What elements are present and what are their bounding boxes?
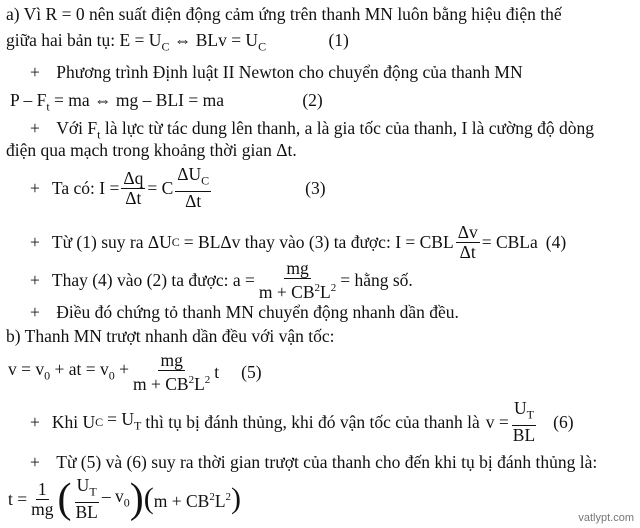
bullet: +	[30, 118, 40, 138]
text: Từ (1) suy ra ΔU	[51, 232, 172, 252]
text: = CBLa	[481, 232, 538, 252]
fraction-acceleration: $\frac{mg}{m + CB^2L^2}$	[258, 257, 337, 302]
fraction-dq-dt: $\frac{\Delta q}{\Delta t}$	[123, 167, 144, 208]
paragraph-a-line2: giữa hai bản tụ: $E = U_C$ ⇔ BLv = $U_C$ (1)	[6, 30, 349, 54]
equation-final: t = $\frac{1}{mg}$ ( $U_T$ BL – $v_0$ ) ( $m + CB^2L^2$ )	[8, 475, 242, 522]
bullet-conclusion	[30, 302, 459, 322]
equation-number: (5)	[241, 362, 262, 382]
equation-number: (3)	[305, 178, 326, 198]
text: giữa hai bản tụ: E = U	[6, 30, 162, 50]
bullet: +	[30, 178, 40, 198]
text: P – F	[10, 90, 47, 110]
equation-3: + Ta có: I = $\frac{\Delta q}{\Delta t}$ = C $\Delta U_C$ Δt (3)	[30, 164, 326, 211]
bullet-time	[30, 452, 597, 472]
bullet: +	[30, 62, 40, 82]
equation-2: P – $F_t$ = ma ⇔ mg – BLI = ma (2)	[10, 90, 323, 114]
text: Ta có: I =	[51, 178, 120, 198]
bullet-newton-law	[30, 62, 523, 82]
text: = hằng số.	[340, 270, 413, 290]
equation-6: + Khi U C = $U_T$ thì tụ bị đánh thủng, khi đó vận tốc của thanh là v = $\frac{U_T}{BL}$ (6)	[30, 398, 574, 445]
equation-5: $v = v_0$ + at = $v_0$ + $\frac{mg}{m + CB^2L^2}$ t (5)	[8, 349, 262, 394]
definitions-cont	[6, 140, 297, 160]
fraction-1-mg: $\frac{1}{mg}$	[31, 478, 54, 519]
fraction-dv-dt: $\frac{\Delta v}{\Delta t}$	[457, 221, 478, 262]
text: = BLΔv thay vào (3) ta được: I = CBL	[183, 232, 454, 252]
text: Với F	[56, 118, 98, 138]
bullet: +	[30, 302, 40, 322]
text: thì tụ bị đánh thủng, khi đó vận tốc của thanh là	[145, 412, 480, 432]
equation-number: (4)	[545, 232, 567, 252]
equation-number: (2)	[302, 90, 323, 110]
text: Thay (4) vào (2) ta được: a =	[51, 270, 255, 290]
text: là lực từ tác dung lên thanh, a là gia tốc của thanh, I là cường độ dòng	[104, 118, 594, 138]
equation: ⇔ BLv = U	[173, 30, 259, 50]
text: Từ (5) và (6) suy ra thời gian trượt của thanh cho đến khi tụ bị đánh thủng là:	[56, 452, 598, 472]
fraction-ut-bl: $\frac{U_T}{BL}$	[512, 398, 536, 445]
text: b) Thanh MN trượt nhanh dần đều với vận tốc:	[6, 326, 335, 346]
text: Điều đó chứng tỏ thanh MN chuyển động nhanh dần đều.	[56, 302, 459, 322]
bullet-definitions: + Với $F_t$ là lực từ tác dung lên thanh, a là gia tốc của thanh, I là cường độ dòng	[30, 118, 594, 142]
equation-number: (6)	[553, 412, 574, 432]
equation: = ma ⇔ mg – BLI = ma	[54, 90, 224, 110]
text: điện qua mạch trong khoảng thời gian Δt.	[6, 140, 297, 160]
bullet: +	[30, 412, 40, 432]
paragraph-b	[6, 326, 335, 346]
fraction-ut-bl-final: $U_T$ BL	[75, 475, 98, 522]
text: a) Vì R = 0 nên suất điện động cảm ứng trên thanh MN luôn bằng hiệu điện thế	[6, 4, 562, 24]
bullet: +	[30, 452, 40, 472]
bullet: +	[30, 232, 40, 252]
text: Phương trình Định luật II Newton cho chuyển động của thanh MN	[56, 62, 523, 82]
acceleration-result	[30, 258, 413, 302]
equation-number: (1)	[328, 30, 349, 50]
paragraph-a-line1	[6, 4, 562, 24]
bullet: +	[30, 270, 40, 290]
text: Khi U	[51, 412, 96, 432]
fraction-duc-dt: $\Delta U_C$ Δt	[177, 164, 210, 211]
equation-4: + Từ (1) suy ra ΔU C = BLΔv thay vào (3) ta được: I = CBL $\frac{\Delta v}{\Delta t}$ = CBLa (4)	[30, 221, 567, 262]
watermark: vatlypt.com	[578, 512, 634, 524]
fraction-velocity: $\frac{mg}{m + CB^2L^2}$	[133, 349, 211, 394]
